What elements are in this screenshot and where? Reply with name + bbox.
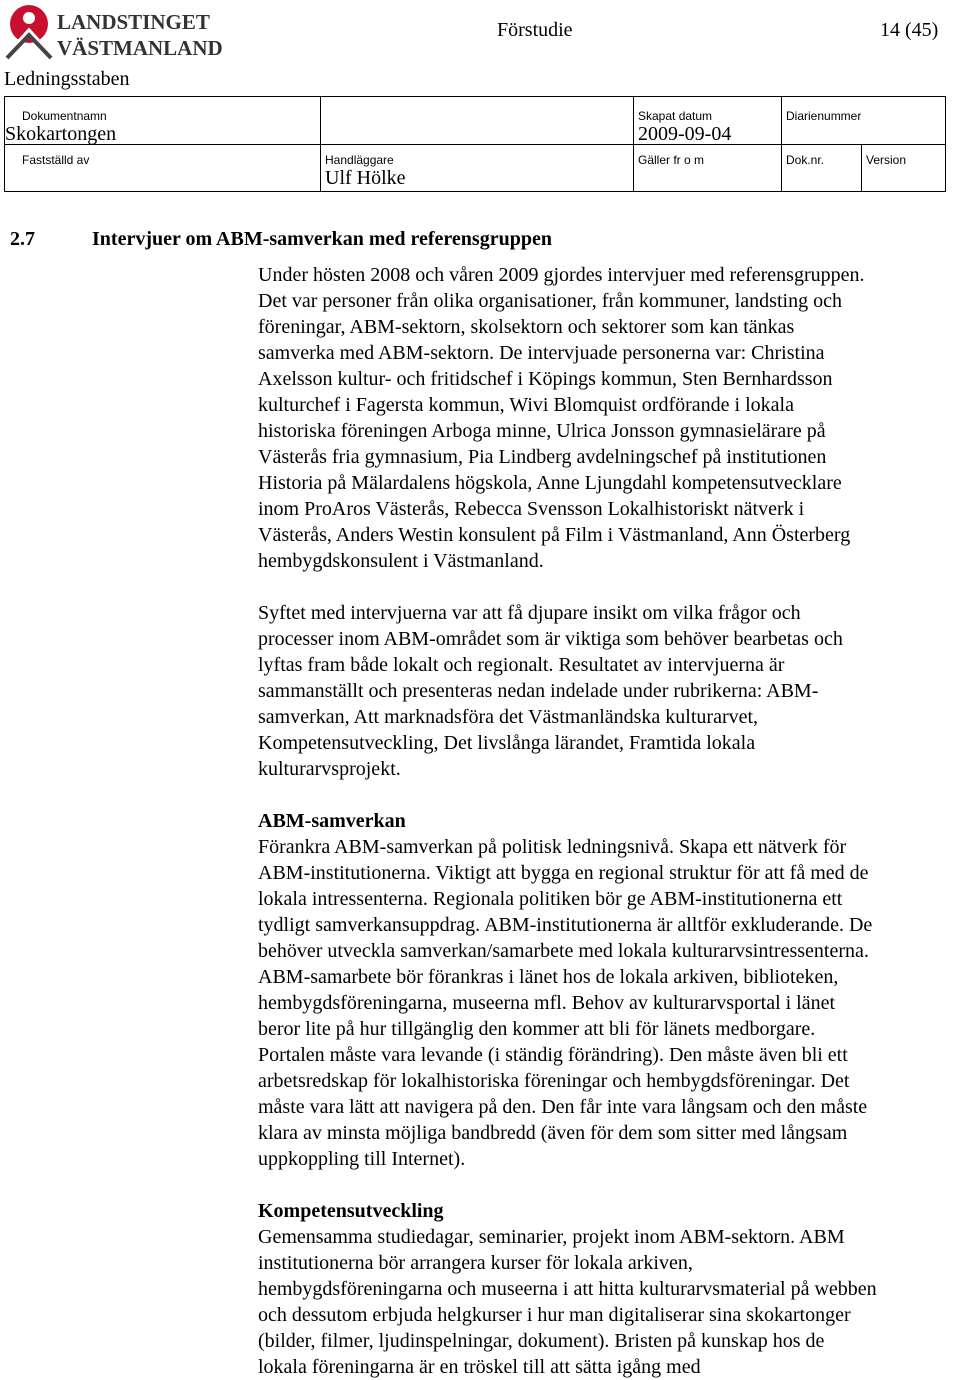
text-line: Syftet med intervjuerna var att få djupare insikt om vilka frågor och (258, 602, 801, 624)
table-divider (861, 144, 862, 191)
landstinget-logo (3, 4, 223, 60)
paragraph-interviews (258, 262, 953, 574)
handlaggare-value: Ulf Hölke (325, 167, 406, 189)
text-line: Axelsson kultur- och fritidschef i Köpings kommun, Sten Bernhardsson (258, 368, 833, 390)
text-line: arbetsredskap för lokalhistoriska föreningar och hembygdsföreningar. Det (258, 1070, 850, 1092)
text-line: Förankra ABM-samverkan på politisk ledningsnivå. Skapa ett nätverk för (258, 836, 847, 858)
text-line: hembygdsföreningarna, museerna mfl. Behov av kulturarvsportal i länet (258, 992, 836, 1014)
text-line: föreningar, ABM-sektorn, skolsektorn och sektorer som kan tänkas (258, 316, 795, 338)
text-line: beror lite på hur tillgänglig den kommer att bli för länets medborgare. (258, 1018, 816, 1040)
logo-emblem-icon (3, 4, 223, 60)
section-number: 2.7 (10, 228, 35, 250)
text-line: samverka med ABM-sektorn. De intervjuade personerna var: Christina (258, 342, 825, 364)
dokumentnamn-value: Skokartongen (5, 123, 117, 145)
text-line: Gemensamma studiedagar, seminarier, projekt inom ABM-sektorn. ABM (258, 1226, 845, 1248)
dokumentnamn-label: Dokumentnamn (22, 109, 107, 123)
table-divider (633, 97, 634, 191)
text-line: uppkoppling till Internet). (258, 1148, 466, 1170)
text-line: lyftas fram både lokalt och regionalt. Resultatet av intervjuerna är (258, 654, 785, 676)
metadata-table (4, 96, 946, 192)
text-line: kulturchef i Fagersta kommun, Wivi Blomquist ordförande i lokala (258, 394, 794, 416)
diarienummer-label: Diarienummer (786, 109, 862, 123)
galler-fr-o-m-label: Gäller fr o m (638, 153, 705, 167)
document-type: Förstudie (497, 19, 573, 41)
section-heading (10, 228, 552, 251)
text-line: tydligt samverkansuppdrag. ABM-institutionerna är alltför exkluderande. De (258, 914, 873, 936)
text-line: hembygdsföreningarna och museerna i att hitta kulturarvsmaterial på webben (258, 1278, 877, 1300)
text-line: måste vara lätt att navigera på den. Den får inte vara långsam och den måste (258, 1096, 868, 1118)
dok-nr-label: Dok.nr. (786, 153, 825, 167)
text-line: Västerås fria gymnasium, Pia Lindberg avdelningschef på institutionen (258, 446, 827, 468)
paragraph-purpose (258, 600, 953, 782)
text-line: sammanställt och presenteras nedan indelade under rubrikerna: ABM- (258, 680, 819, 702)
logo-text-line2: VÄSTMANLAND (57, 36, 223, 60)
text-line: ABM-samarbete bör förankras i länet hos de lokala arkiven, biblioteken, (258, 966, 839, 988)
page-number: 14 (45) (880, 19, 939, 41)
text-line: Portalen måste vara levande (i ständig förändring). Den måste även bli ett (258, 1044, 848, 1066)
text-line: historiska föreningen Arboga minne, Ulrica Jonsson gymnasielärare på (258, 420, 826, 442)
skapat-datum-value: 2009-09-04 (638, 123, 732, 145)
table-divider (781, 97, 782, 191)
logo-text-line1: LANDSTINGET (57, 10, 210, 34)
text-line: behöver utveckla samverkan/samarbete med lokala kulturarvsintressenterna. (258, 940, 869, 962)
text-line: klara av minsta möjliga bandbredd (även för dem som sitter med långsam (258, 1122, 848, 1144)
table-divider (5, 144, 945, 145)
handlaggare-label: Handläggare (325, 153, 394, 167)
text-line: och dessutom erbjuda helgkurser i hur man digitaliserar sina skokartonger (258, 1304, 851, 1326)
text-line: lokala föreningarna är en tröskel till att sätta igång med (258, 1356, 701, 1378)
text-line: kulturarvsprojekt. (258, 758, 401, 780)
text-line: Västerås, Anders Westin konsulent på Film i Västmanland, Ann Österberg (258, 524, 851, 546)
paragraph-abm-samverkan (258, 808, 953, 1172)
text-line: processer inom ABM-området som är viktiga som behöver bearbetas och (258, 628, 843, 650)
department: Ledningsstaben (4, 68, 130, 90)
version-label: Version (866, 153, 907, 167)
text-line: (bilder, filmer, ljudinspelningar, dokument). Bristen på kunskap hos de (258, 1330, 825, 1352)
paragraph-kompetensutveckling (258, 1198, 953, 1380)
text-line: Kompetensutveckling, Det livslånga lärandet, Framtida lokala (258, 732, 756, 754)
text-line: institutionerna bör arrangera kurser för lokala arkiven, (258, 1252, 693, 1274)
skapat-datum-label: Skapat datum (638, 109, 713, 123)
text-line: inom ProAros Västerås, Rebecca Svensson Lokalhistoriskt nätverk i (258, 498, 805, 520)
text-line: Det var personer från olika organisationer, från kommuner, landsting och (258, 290, 842, 312)
subheading-kompetensutveckling: Kompetensutveckling (258, 1200, 444, 1222)
text-line: Under hösten 2008 och våren 2009 gjordes intervjuer med referensgruppen. (258, 264, 865, 286)
subheading-abm-samverkan: ABM-samverkan (258, 810, 406, 832)
section-title: Intervjuer om ABM-samverkan med referensgruppen (92, 228, 552, 250)
text-line: samverkan, Att marknadsföra det Västmanländska kulturarvet, (258, 706, 759, 728)
text-line: ABM-institutionerna. Viktigt att bygga en regional struktur för att få med de (258, 862, 869, 884)
text-line: Historia på Mälardalens högskola, Anne Ljungdahl kompetensutvecklare (258, 472, 842, 494)
text-line: hembygdskonsulent i Västmanland. (258, 550, 544, 572)
faststalld-av-label: Fastställd av (22, 153, 90, 167)
text-line: lokala intressenterna. Regionala politiken bör ge ABM-institutionerna ett (258, 888, 843, 910)
table-divider (320, 97, 321, 191)
